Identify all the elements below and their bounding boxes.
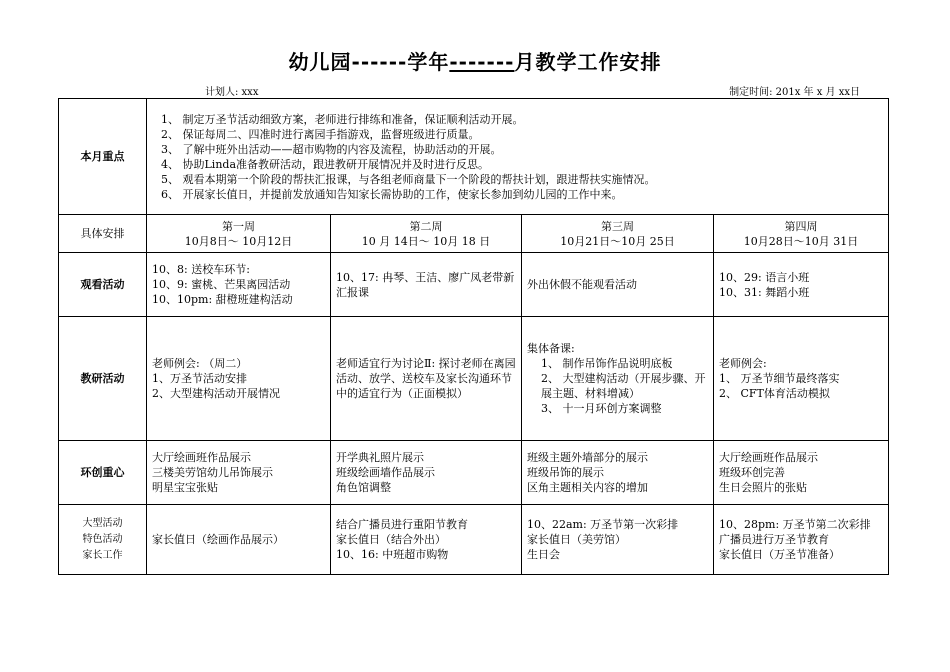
week-range: 10月8日～ 10月12日 xyxy=(184,234,293,248)
research-item: 老师例会: xyxy=(719,357,767,370)
observe-item: 10、9: 蜜桃、芒果离园活动 xyxy=(152,278,291,291)
special-item: 广播员进行万圣节教育 xyxy=(719,533,829,546)
date-label: 制定时间: 201x 年 x 月 xx日 xyxy=(729,87,860,98)
week-name: 第二周 xyxy=(409,219,443,233)
week-4-header xyxy=(714,215,889,253)
special-label-item: 家长工作 xyxy=(82,549,123,561)
research-item: 老师适宜行为讨论Ⅱ: 探讨老师在离园活动、放学、送校车及家长沟通环节中的适宜行为（正面模拟） xyxy=(336,357,516,400)
research-item: 2、 大型建构活动（开展步骤、开展主题、材料增减） xyxy=(541,372,706,400)
page-title xyxy=(0,46,950,75)
focus-item: 2、 保证每周二、四准时进行离园手指游戏，监督班级进行质量。 xyxy=(161,127,480,141)
week-name: 第四周 xyxy=(784,219,818,233)
research-label: 教研活动 xyxy=(59,317,147,441)
title-prefix: 幼儿园 xyxy=(288,50,352,74)
special-week-2 xyxy=(331,505,522,575)
week-range: 10月28日～10月 31日 xyxy=(743,234,859,248)
observe-item: 10、17: 冉琴、王洁、廖广凤老带新汇报课 xyxy=(336,270,515,299)
research-item: 3、 十一月环创方案调整 xyxy=(541,402,662,415)
focus-content xyxy=(147,99,889,215)
special-item: 家长值日（结合外出） xyxy=(336,533,446,546)
observe-item: 10、31: 舞蹈小班 xyxy=(719,285,810,299)
environment-item: 生日会照片的张贴 xyxy=(719,481,807,494)
research-item: 集体备课: xyxy=(527,342,575,355)
observe-item: 10、10pm: 甜橙班建构活动 xyxy=(152,293,293,306)
special-item: 生日会 xyxy=(527,548,560,561)
environment-row xyxy=(59,441,889,505)
special-week-3 xyxy=(522,505,714,575)
observe-item: 外出休假不能观看活动 xyxy=(527,278,637,291)
focus-item: 6、 开展家长值日，并提前发放通知告知家长需协助的工作，使家长参加到幼儿园的工作中来。 xyxy=(161,187,623,201)
observe-week-1 xyxy=(147,253,331,317)
environment-item: 区角主题相关内容的增加 xyxy=(527,481,648,494)
research-item: 2、 CFT体育活动模拟 xyxy=(719,387,830,400)
title-middle: 学年 xyxy=(407,50,450,74)
environment-item: 明星宝宝张贴 xyxy=(152,481,218,494)
special-item: 家长值日（绘画作品展示） xyxy=(152,533,284,546)
focus-item: 3、 了解中班外出活动——超市购物的内容及流程，协助活动的开展。 xyxy=(161,142,502,156)
special-item: 10、16: 中班超市购物 xyxy=(336,548,449,561)
focus-label: 本月重点 xyxy=(59,99,147,215)
special-week-4 xyxy=(714,505,889,575)
week-name: 第三周 xyxy=(601,219,634,233)
observe-week-3 xyxy=(522,253,714,317)
research-item: 老师例会: （周二） xyxy=(152,357,248,370)
focus-row xyxy=(59,99,889,215)
research-week-4 xyxy=(714,317,889,441)
observe-week-2 xyxy=(331,253,522,317)
planner-label: 计划人: xxx xyxy=(205,87,259,98)
observe-label: 观看活动 xyxy=(59,253,147,317)
special-item: 10、28pm: 万圣节第二次彩排 xyxy=(719,518,871,531)
observe-item: 10、8: 送校车环节: xyxy=(152,263,250,276)
special-label xyxy=(59,505,147,575)
research-item: 1、 制作吊饰作品说明底板 xyxy=(541,357,673,370)
title-suffix: 月教学工作安排 xyxy=(514,50,662,74)
research-item: 1、 万圣节细节最终落实 xyxy=(719,372,840,385)
week-1-header xyxy=(147,215,331,253)
title-blank-year: ------ xyxy=(351,50,408,74)
research-week-2 xyxy=(331,317,522,441)
observe-week-4 xyxy=(714,253,889,317)
special-item: 家长值日（万圣节准备） xyxy=(719,548,840,561)
research-week-1 xyxy=(147,317,331,441)
special-label-item: 特色活动 xyxy=(82,533,123,545)
schedule-table xyxy=(58,98,889,575)
environment-item: 大厅绘画班作品展示 xyxy=(152,451,251,464)
research-item: 2、大型建构活动开展情况 xyxy=(152,387,280,400)
research-item: 1、万圣节活动安排 xyxy=(152,372,247,385)
environment-item: 班级主题外墙部分的展示 xyxy=(527,451,648,464)
schedule-label: 具体安排 xyxy=(59,215,147,253)
observe-item: 10、29: 语言小班 xyxy=(719,270,810,284)
week-range: 10月21日～10月 25日 xyxy=(560,234,675,248)
special-item: 10、22am: 万圣节第一次彩排 xyxy=(527,518,679,531)
focus-item: 4、 协助Linda准备教研活动，跟进教研开展情况并及时进行反思。 xyxy=(161,157,489,171)
environment-item: 班级环创完善 xyxy=(719,466,785,479)
environment-label: 环创重心 xyxy=(59,441,147,505)
environment-week-4 xyxy=(714,441,889,505)
environment-item: 班级绘画墙作品展示 xyxy=(336,466,435,479)
environment-item: 大厅绘画班作品展示 xyxy=(719,451,818,464)
title-blank-month: ------- xyxy=(449,50,515,74)
week-name: 第一周 xyxy=(222,219,255,233)
environment-item: 开学典礼照片展示 xyxy=(336,451,424,464)
environment-item: 角色馆调整 xyxy=(336,481,391,494)
research-week-3 xyxy=(522,317,714,441)
week-3-header xyxy=(522,215,714,253)
focus-item: 1、 制定万圣节活动细致方案，老师进行排练和准备，保证顺利活动开展。 xyxy=(161,112,524,126)
environment-week-3 xyxy=(522,441,714,505)
special-row xyxy=(59,505,889,575)
week-range: 10 月 14日～ 10月 18 日 xyxy=(361,234,491,248)
environment-item: 班级吊饰的展示 xyxy=(527,466,604,479)
environment-item: 三楼美劳馆幼儿吊饰展示 xyxy=(152,466,273,479)
research-row xyxy=(59,317,889,441)
week-2-header xyxy=(331,215,522,253)
environment-week-1 xyxy=(147,441,331,505)
focus-item: 5、 观看本期第一个阶段的帮扶汇报课，与各组老师商量下一个阶段的帮扶计划，跟进帮扶实施情况。 xyxy=(161,172,656,186)
special-item: 家长值日（美劳馆） xyxy=(527,533,626,546)
environment-week-2 xyxy=(331,441,522,505)
special-label-item: 大型活动 xyxy=(82,517,123,529)
special-item: 结合广播员进行重阳节教育 xyxy=(336,518,468,531)
special-week-1 xyxy=(147,505,331,575)
observe-row xyxy=(59,253,889,317)
schedule-header-row xyxy=(59,215,889,253)
